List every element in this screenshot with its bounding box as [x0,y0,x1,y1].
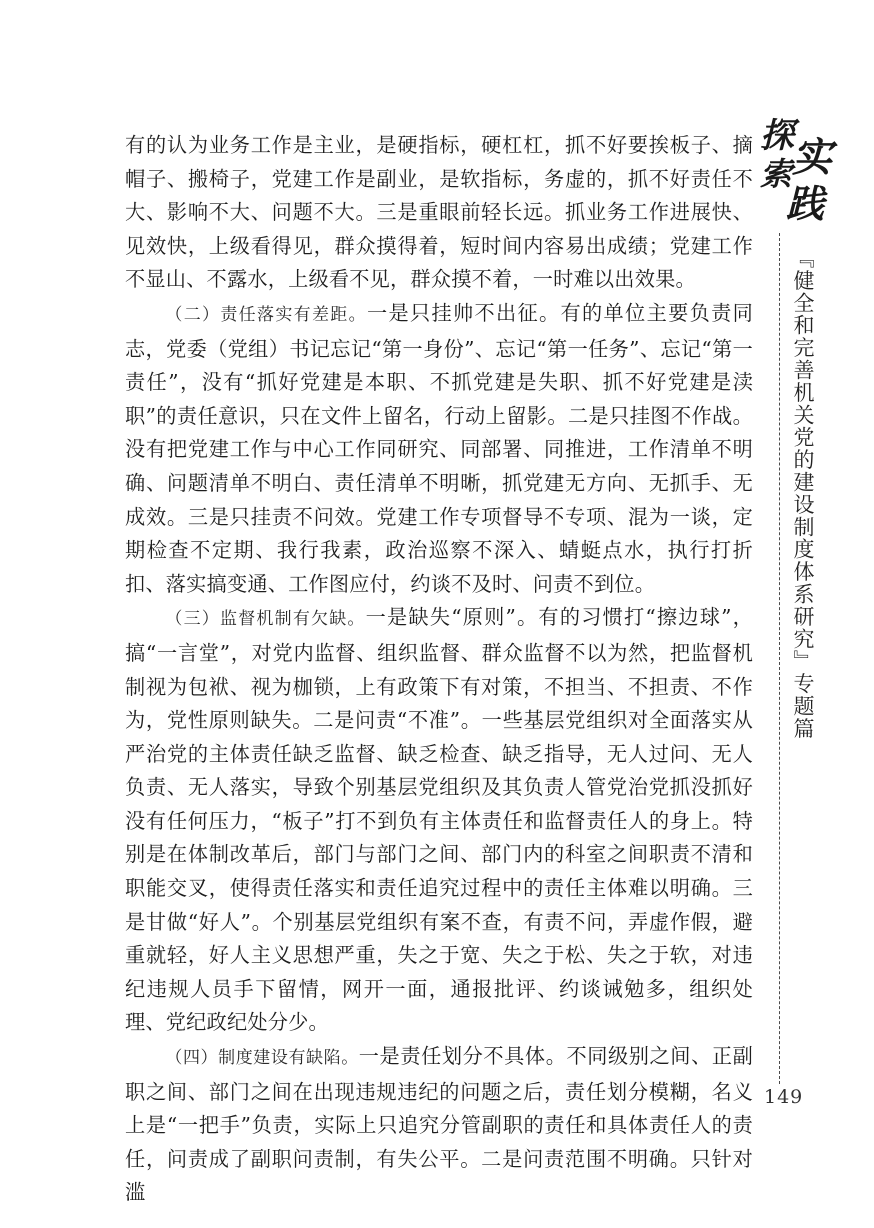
margin-title-char: 践 [786,181,825,226]
margin-title-char: 实 [792,134,832,181]
paragraph [125,297,753,601]
paragraph-text: 一是只挂帅不出征。有的单位主要负责同志，党委（党组）书记忘记“第一身份”、忘记“第一任务”、忘记“第一责任”，没有“抓好党建是本职、不抓党建是失职、抓不好党建是渎职”的责任意识，只在文件上留名，行动上留影。二是只挂图不作战。没有把党建工作与中心工作同研究、同部署、同推进，工作清单不明确、问题清单不明白、责任清单不明晰，抓党建无方向、无抓手、无成效。三是只挂责不问效。党建工作专项督导不专项、混为一谈，定期检查不定期、我行我素，政治巡察不深入、蜻蜓点水，执行打折扣、落实搞变通、工作图应付，约谈不及时、问责不到位。 [125,300,753,596]
margin-divider [779,233,780,1084]
margin-title-char: 索 [760,155,793,193]
paragraph-text: 一是责任划分不具体。不同级别之间、正副职之间、部门之间在出现违规违纪的问题之后，责任划分模糊，名义上是“一把手”负责，实际上只追究分管副职的责任和具体责任人的责任，问责成了副职问责制，有失公平。二是问责范围不明确。只针对滥 [125,1044,753,1205]
paragraph: 有的认为业务工作是主业，是硬指标，硬杠杠，抓不好要挨板子、摘帽子、搬椅子，党建工作是副业，是软指标，务虚的，抓不好责任不大、影响不大、问题不大。三是重眼前轻长远。抓业务工作进展快、见效快，上级看得见，群众摸得着，短时间内容易出成绩；党建工作不显山、不露水，上级看不见，群众摸不着，一时难以出效果。 [125,133,753,292]
paragraph-heading: （二）责任落实有差距。 [165,304,367,325]
paragraph [125,601,753,1040]
margin-title-char: 探 [760,116,794,156]
paragraph-heading: （四）制度建设有缺陷。 [165,1048,359,1069]
margin-title-calligraphy [760,118,830,233]
section-title: 『健全和完善机关党的建设制度体系研究』专题篇 [791,247,815,740]
page-body [125,129,753,1210]
page-number: 149 [764,1086,804,1108]
paragraph [125,1040,753,1210]
paragraph-text: 一是缺失“原则”。有的习惯打“擦边球”，搞“一言堂”，对党内监督、组织监督、群众监督不以为然，把监督机制视为包袱、视为枷锁，上有政策下有对策，不担当、不担责、不作为，党性原则缺失。二是问责“不准”。一些基层党组织对全面落实从严治党的主体责任缺乏监督、缺乏检查、缺乏指导，无人过问、无人负责、无人落实，导致个别基层党组织及其负责人管党治党抓没抓好没有任何压力，“板子”打不到负有主体责任和监督责任人的身上。特别是在体制改革后，部门与部门之间、部门内的科室之间职责不清和职能交叉，使得责任落实和责任追究过程中的责任主体难以明确。三是甘做“好人”。个别基层党组织有案不查，有责不问，弄虚作假，避重就轻，好人主义思想严重，失之于宽、失之于松、失之于软，对违纪违规人员手下留情，网开一面，通报批评、约谈诫勉多，组织处理、党纪政纪处分少。 [125,605,753,1035]
paragraph-heading: （三）监督机制有欠缺。 [165,609,366,630]
